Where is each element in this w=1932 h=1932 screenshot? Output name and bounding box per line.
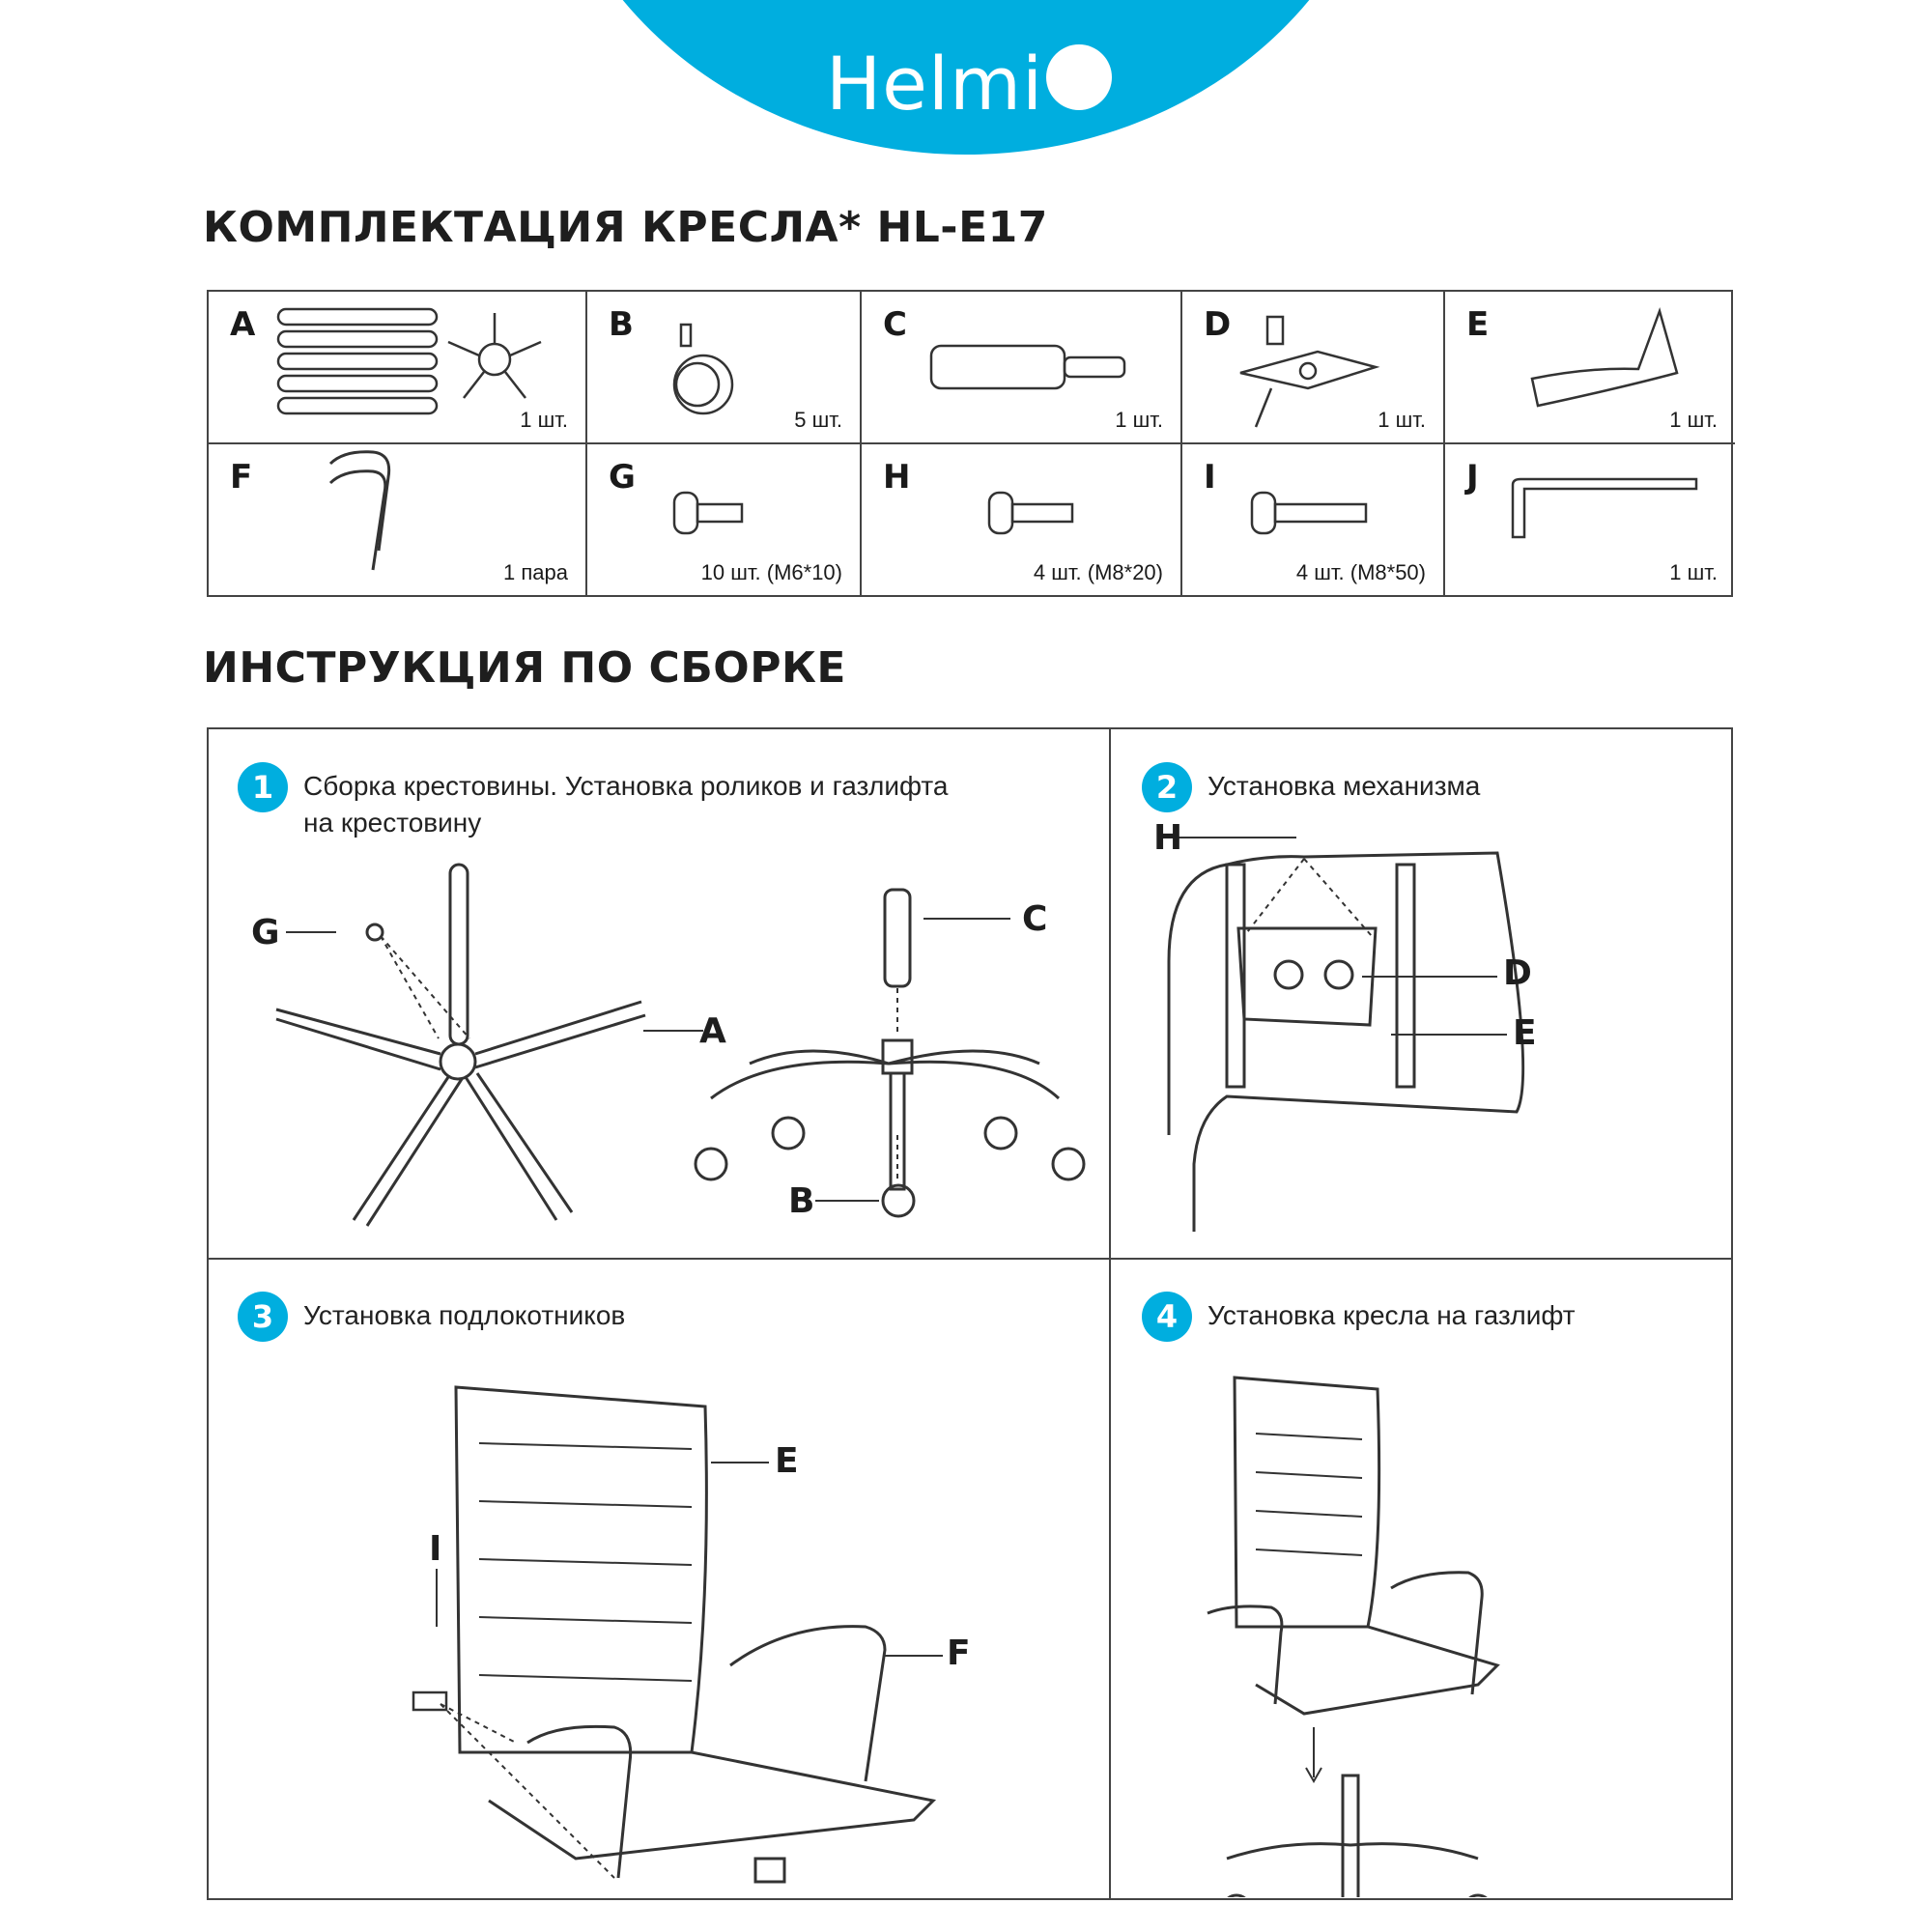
logo-circle-icon xyxy=(1046,44,1112,110)
part-letter: F xyxy=(230,458,253,497)
part-cell-i xyxy=(1182,444,1445,595)
part-qty: 4 шт. (M8*20) xyxy=(1033,560,1163,584)
step-title: Сборка крестовины. Установка роликов и газлифта на крестовину xyxy=(303,771,949,838)
part-qty: 1 шт. xyxy=(1378,408,1426,432)
callout-f: F xyxy=(947,1634,971,1673)
brand-logo: Helmi xyxy=(826,41,1044,127)
part-cell-b xyxy=(587,292,862,444)
step-title: Установка механизма xyxy=(1208,771,1481,801)
part-letter: I xyxy=(1204,458,1216,497)
part-letter: C xyxy=(883,305,907,344)
part-cell-g xyxy=(587,444,862,595)
part-qty: 1 шт. xyxy=(520,408,568,432)
callout-c: C xyxy=(1022,899,1048,939)
part-letter: B xyxy=(609,305,634,344)
step-number: 2 xyxy=(1142,762,1192,812)
part-qty: 1 шт. xyxy=(1669,408,1718,432)
callout-a: A xyxy=(699,1011,726,1051)
assembly-title: ИНСТРУКЦИЯ ПО СБОРКЕ xyxy=(203,643,846,693)
callout-d: D xyxy=(1503,953,1532,993)
assembly-steps xyxy=(207,727,1733,1900)
callout-e: E xyxy=(775,1441,799,1481)
callout-b: B xyxy=(788,1181,815,1221)
part-cell-h xyxy=(862,444,1182,595)
part-qty: 5 шт. xyxy=(794,408,842,432)
part-qty: 1 пара xyxy=(503,560,568,584)
parts-table xyxy=(207,290,1733,597)
part-cell-f xyxy=(209,444,587,595)
part-letter: E xyxy=(1466,305,1490,344)
step-title: Установка подлокотников xyxy=(303,1300,626,1330)
part-cell-j xyxy=(1445,444,1735,595)
callout-h: H xyxy=(1153,818,1183,858)
part-cell-d xyxy=(1182,292,1445,444)
part-letter: J xyxy=(1466,458,1479,497)
parts-title: КОМПЛЕКТАЦИЯ КРЕСЛА* HL-E17 xyxy=(203,203,1048,252)
part-letter: H xyxy=(883,458,911,497)
step-number: 3 xyxy=(238,1292,288,1342)
part-letter: D xyxy=(1204,305,1232,344)
part-cell-c xyxy=(862,292,1182,444)
step-1-drawing xyxy=(209,729,1107,1256)
callout-i: I xyxy=(429,1529,442,1569)
callout-g: G xyxy=(251,913,280,952)
step-number: 1 xyxy=(238,762,288,812)
step-title: Установка кресла на газлифт xyxy=(1208,1300,1576,1330)
part-letter: A xyxy=(230,305,256,344)
part-letter: G xyxy=(609,458,636,497)
step-4-drawing xyxy=(1111,1260,1733,1897)
part-qty: 4 шт. (M8*50) xyxy=(1295,560,1426,584)
callout-e: E xyxy=(1513,1013,1537,1053)
part-qty: 1 шт. xyxy=(1669,560,1718,584)
step-2-drawing xyxy=(1111,729,1733,1256)
part-qty: 1 шт. xyxy=(1115,408,1163,432)
part-cell-a xyxy=(209,292,587,444)
step-3-drawing xyxy=(209,1260,1107,1897)
part-qty: 10 шт. (M6*10) xyxy=(700,560,842,584)
step-number: 4 xyxy=(1142,1292,1192,1342)
part-cell-e xyxy=(1445,292,1735,444)
